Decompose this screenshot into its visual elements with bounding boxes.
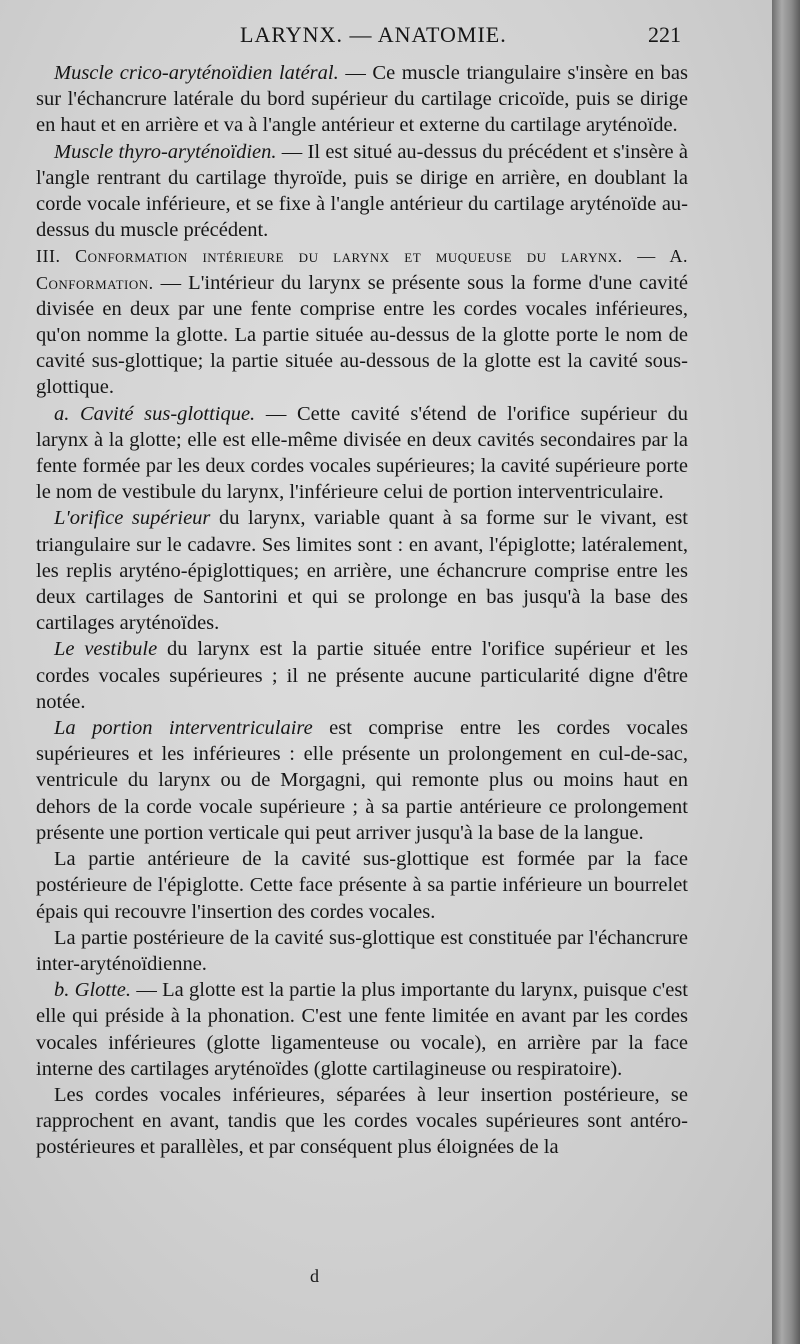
paragraph-text: est comprise entre les cordes vocales supérieures et les inférieures : elle présente un prolongement en cul-de-sac, ventricule du larynx ou de Morgagni, qui remonte plus ou moins haut en dehors de la corde vocale supérieure ; à sa partie antérieure ce prolongement présente une portion verticale qui peut arriver jusqu'à la base de la langue. <box>36 717 688 844</box>
paragraph-text: — Cette cavité s'étend de l'orifice supérieur du larynx à la glotte; elle est elle-même divisée en deux cavités secondaires par la fente formée par les deux cordes vocales supérieures; la cavité supérieure porte le nom de vestibule du larynx, l'inférieure celui de portion interventriculaire. <box>36 402 688 504</box>
body-text <box>36 60 688 1161</box>
paragraph <box>36 636 688 715</box>
paragraph-text: du larynx, variable quant à sa forme sur le vivant, est triangulaire sur le cadavre. Ses limites sont : en avant, l'épiglotte; latéralement, les replis aryténo-épiglottiques; en arrière, une échancrure comprise entre les deux cartilages de Santorini et qui se prolonge en bas jusqu'à la base des cartilages aryténoïdes. <box>36 507 689 635</box>
paragraph <box>36 925 688 977</box>
running-head <box>0 22 778 52</box>
paragraph <box>36 60 688 139</box>
paragraph-lead: Muscle crico-aryténoïdien latéral. <box>54 62 339 84</box>
paragraph-text: du larynx est la partie située entre l'orifice supérieur et les cordes vocales supérieures ; il ne présente aucune particularité digne d'être notée. <box>36 638 688 713</box>
section-heading: III. Conformation intérieure du larynx et muqueuse du larynx. — A. Conformation. <box>36 246 688 293</box>
paragraph-text: — Ce muscle triangulaire s'insère en bas sur l'échancrure latérale du bord supérieur du cartilage cricoïde, puis se dirige en haut et en arrière et va à l'angle antérieur et externe du cartilage aryténoïde. <box>36 62 688 137</box>
paragraph-text: — Il est situé au-dessus du précédent et s'insère à l'angle rentrant du cartilage thyroïde, puis se dirige en arrière, en doublant la corde vocale inférieure, et se fixe à l'angle antérieur du cartilage aryténoïde au-dessus du muscle précédent. <box>36 140 688 242</box>
paragraph-lead: a. Cavité sus-glottique. <box>54 402 256 425</box>
paragraph-text: — L'intérieur du larynx se présente sous la forme d'une cavité divisée en deux par une fente comprise entre les cordes vocales inférieures, qu'on nomme la glotte. La partie située au-dessus de la glotte porte le nom de cavité sus-glottique; la partie située au-dessous de la glotte est la cavité sous-glottique. <box>36 271 688 399</box>
page-edge <box>772 0 800 1344</box>
paragraph <box>36 715 688 846</box>
paragraph-lead: b. Glotte. <box>54 979 132 1002</box>
running-head-title: LARYNX. — ANATOMIE. <box>240 22 507 47</box>
paragraph <box>36 846 688 925</box>
paragraph <box>36 139 688 244</box>
paragraph-text: La partie antérieure de la cavité sus-glottique est formée par la face postérieure de l'épiglotte. Cette face présente à sa partie inférieure un bourrelet épais qui recouvre l'insertion des cordes vocales. <box>36 848 688 923</box>
paragraph-lead: L'orifice supérieur <box>54 507 211 530</box>
signature-mark: d <box>310 1266 319 1286</box>
paragraph <box>36 1082 688 1161</box>
paragraph-text: Les cordes vocales inférieures, séparées à leur insertion postérieure, se rapprochent en avant, tandis que les cordes vocales supérieures sont antéro-postérieures et parallèles, et par conséquent plus éloignées de la <box>36 1083 688 1159</box>
paragraph <box>36 243 688 400</box>
paragraph <box>36 977 688 1082</box>
paragraph <box>36 401 688 506</box>
paragraph-text: La partie postérieure de la cavité sus-glottique est constituée par l'échancrure inter-aryténoïdienne. <box>36 926 688 975</box>
paragraph <box>36 505 688 636</box>
page-number: 221 <box>648 22 681 47</box>
paragraph-lead: Le vestibule <box>54 638 158 661</box>
paragraph-text: — La glotte est la partie la plus importante du larynx, puisque c'est elle qui préside à la phonation. C'est une fente limitée en avant par les cordes vocales inférieures (glotte ligamenteuse ou vocale), en arrière par la face interne des cartilages aryténoïdes (glotte cartilagineuse ou respiratoire). <box>36 979 688 1080</box>
paragraph-lead: La portion interventriculaire <box>54 717 313 740</box>
paragraph-lead: Muscle thyro-aryténoïdien. <box>54 140 277 163</box>
